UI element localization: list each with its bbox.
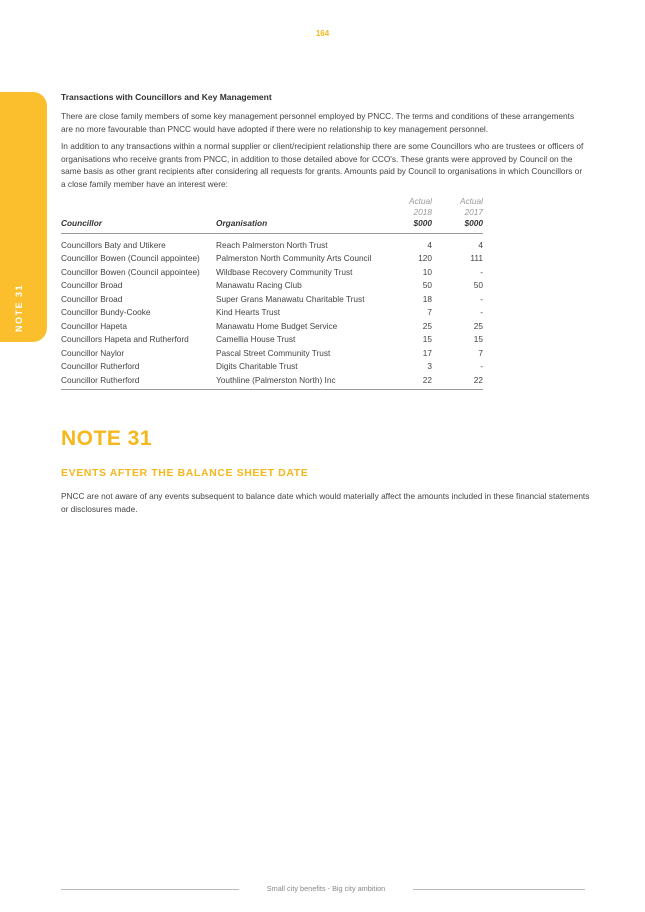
cell-2017: 7 [478, 347, 483, 358]
cell-councillor: Councillor Bowen (Council appointee) [61, 253, 200, 264]
events-paragraph: PNCC are not aware of any events subsequent to balance date which would materially affect the amounts included in these financial statements or disclosures made. [61, 491, 590, 514]
paragraph-grants: In addition to any transactions within a normal supplier or client/recipient relationship there are some Councillors who are trustees or officers of organisations who receive grants from PNCC, in addition to those detailed above for CCO's. These grants were approved by Council on the same basis as other grant recipients after considering all requests for grants. Amounts paid by Council to organisations in which Councillors or a close family member have an interest were: [61, 141, 584, 189]
cell-organisation: Pascal Street Community Trust [216, 347, 331, 358]
cell-2017: - [480, 307, 483, 318]
side-tab [0, 92, 47, 342]
cell-2018: 120 [418, 253, 432, 264]
cell-2018: 25 [422, 320, 432, 331]
cell-councillor: Councillor Bowen (Council appointee) [61, 266, 200, 277]
table-row [61, 279, 483, 293]
cell-2017: 25 [473, 320, 483, 331]
cell-organisation: Digits Charitable Trust [216, 361, 298, 372]
table-row [61, 360, 483, 374]
cell-2017: 22 [432, 373, 483, 389]
page-number: 164 [315, 29, 330, 38]
note-title: NOTE 31 [61, 427, 153, 450]
cell-2018: 15 [422, 334, 432, 345]
side-tab-label: NOTE 31 [14, 283, 24, 332]
cell-organisation: Kind Hearts Trust [216, 307, 281, 318]
footer-divider-left [61, 889, 239, 890]
cell-organisation: Camellia House Trust [216, 334, 296, 345]
cell-organisation: Youthline (Palmerston North) Inc [216, 373, 398, 389]
table-row [61, 292, 483, 306]
table-row [61, 319, 483, 333]
transactions-section [61, 92, 585, 390]
cell-councillor: Councillor Rutherford [61, 361, 140, 372]
cell-organisation: Super Grans Manawatu Charitable Trust [216, 293, 365, 304]
cell-councillor: Councillor Broad [61, 293, 123, 304]
cell-2018: 7 [427, 307, 432, 318]
cell-2017: 50 [473, 280, 483, 291]
paragraph-key-personnel: There are close family members of some key management personnel employed by PNCC. The terms and conditions of these arrangements are no more favourable than PNCC would have adopted if there were no relationship to key management personnel. [61, 111, 575, 134]
header-councillor: Councillor [61, 217, 216, 234]
cell-2017: - [480, 266, 483, 277]
cell-councillor: Councillor Rutherford [61, 373, 216, 389]
cell-2018: 22 [398, 373, 432, 389]
footer-divider-right [413, 889, 585, 890]
cell-2018: 50 [422, 280, 432, 291]
table-row [61, 373, 483, 389]
cell-2018: 18 [422, 293, 432, 304]
table-row [61, 333, 483, 347]
cell-2018: 4 [427, 239, 432, 250]
cell-2017: - [480, 293, 483, 304]
cell-councillor: Councillors Hapeta and Rutherford [61, 334, 189, 345]
footer-tagline: Small city benefits - Big city ambition [266, 884, 386, 893]
header-unit-2018: $000 [398, 217, 432, 234]
header-unit-2017: $000 [432, 217, 483, 234]
cell-2018: 17 [422, 347, 432, 358]
header-year-2018: 2018 [413, 206, 432, 217]
header-actual-2018: Actual [408, 195, 432, 206]
councillor-grants-table [61, 195, 483, 390]
cell-organisation: Palmerston North Community Arts Council [216, 253, 372, 264]
cell-councillor: Councillor Broad [61, 280, 123, 291]
cell-organisation: Reach Palmerston North Trust [216, 239, 328, 250]
table-row [61, 265, 483, 279]
cell-organisation: Manawatu Racing Club [216, 280, 302, 291]
header-actual-2017: Actual [459, 195, 483, 206]
cell-2017: 4 [478, 239, 483, 250]
table-row [61, 234, 483, 252]
cell-2017: 15 [473, 334, 483, 345]
cell-2017: - [480, 361, 483, 372]
table-row [61, 306, 483, 320]
cell-councillor: Councillor Hapeta [61, 320, 127, 331]
table-body [61, 234, 483, 390]
events-heading: EVENTS AFTER THE BALANCE SHEET DATE [61, 467, 309, 479]
section-heading: Transactions with Councillors and Key Management [61, 92, 272, 102]
header-organisation: Organisation [216, 217, 398, 234]
cell-organisation: Manawatu Home Budget Service [216, 320, 338, 331]
header-year-2017: 2017 [464, 206, 483, 217]
cell-2018: 10 [422, 266, 432, 277]
cell-organisation: Wildbase Recovery Community Trust [216, 266, 353, 277]
table-row [61, 346, 483, 360]
cell-councillor: Councillors Baty and Utikere [61, 239, 166, 250]
cell-2018: 3 [427, 361, 432, 372]
cell-councillor: Councillor Bundy-Cooke [61, 307, 151, 318]
cell-2017: 111 [470, 253, 483, 264]
cell-councillor: Councillor Naylor [61, 347, 125, 358]
table-row [61, 252, 483, 266]
